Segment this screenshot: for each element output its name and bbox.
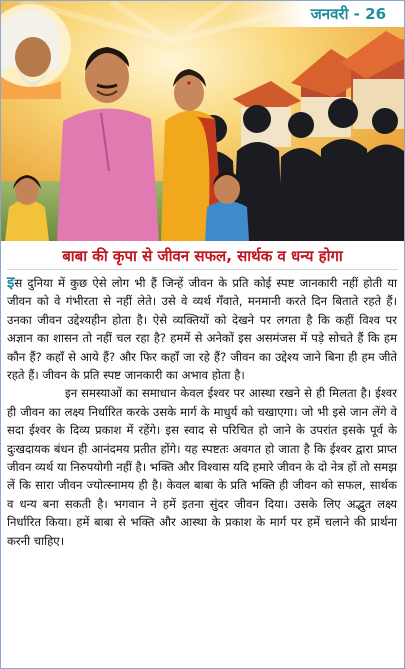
family-illustration bbox=[1, 1, 404, 241]
paragraph-1-text: स दुनिया में कुछ ऐसे लोग भी हैं जिन्हें जीवन के प्रति कोई स्पष्ट जानकारी नहीं होती या जीवन को वे गंभीरता से नहीं लेते। उसे वे व्यर्थ गँवाते, मनमानी करते दिन बिताते रहते हैं। उनका जीवन उद्देश्यहीन होता है। ऐसे व्यक्तियों को देखने पर लगता है कि कहीं विश्व पर अज्ञान का शासन तो नहीं चल रहा है? हममें से अनेकों इस असमंजस में पड़े सोचते हैं कि हम कौन हैं? कहाँ से आये हैं? और फिर कहाँ जा रहे हैं? जीवन का उद्देश्य जाने बिना ही हम जीते रहते हैं। जीवन के प्रति स्पष्ट जानकारी का अभाव होता है। bbox=[7, 276, 397, 383]
baba-portrait bbox=[1, 4, 71, 99]
title-divider bbox=[7, 269, 398, 270]
drop-letter: इ bbox=[7, 273, 15, 291]
calendar-date: जनवरी - 26 bbox=[310, 5, 386, 23]
article-title: बाबा की कृपा से जीवन सफल, सार्थक व धन्य होगा bbox=[62, 247, 343, 265]
paragraph-1 bbox=[7, 273, 397, 384]
date-bar bbox=[224, 1, 404, 27]
article-body bbox=[7, 273, 397, 550]
paragraph-2: इन समस्याओं का समाधान केवल ईश्वर पर आस्था रखने से ही मिलता है। ईश्वर ही जीवन का लक्ष्य निर्धारित करके उसके मार्ग के माधुर्य को चखाएगा। जो भी इसे जान लेंगे वे सदा ईश्वर के दिव्य प्रकाश में रहेंगे। इस स्वाद से परिचित हो जाने के उपरांत इसके पूर्व के दुःखदायक बंधन ही आनंदमय प्रतीत होंगे। यह स्पष्टतः अवगत हो जाता है कि ईश्वर द्वारा प्राप्त जीवन व्यर्थ या निरुपयोगी नहीं है। भक्ति और विश्वास यदि हमारे जीवन के दो नेत्र हों तो समझ लें कि सारा जीवन ज्योत्स्नामय ही है। केवल बाबा के प्रति भक्ति ही जीवन को सफल, सार्थक व धन्य बना सकती है। भगवान ने हमें इतना सुंदर जीवन दिया। उसके लिए अद्भुत लक्ष्य निर्धारित किया। हमें बाबा से भक्ति और आस्था के प्रकाश के मार्ग पर हमें चलाने की प्रार्थना करनी चाहिए। bbox=[7, 386, 397, 548]
